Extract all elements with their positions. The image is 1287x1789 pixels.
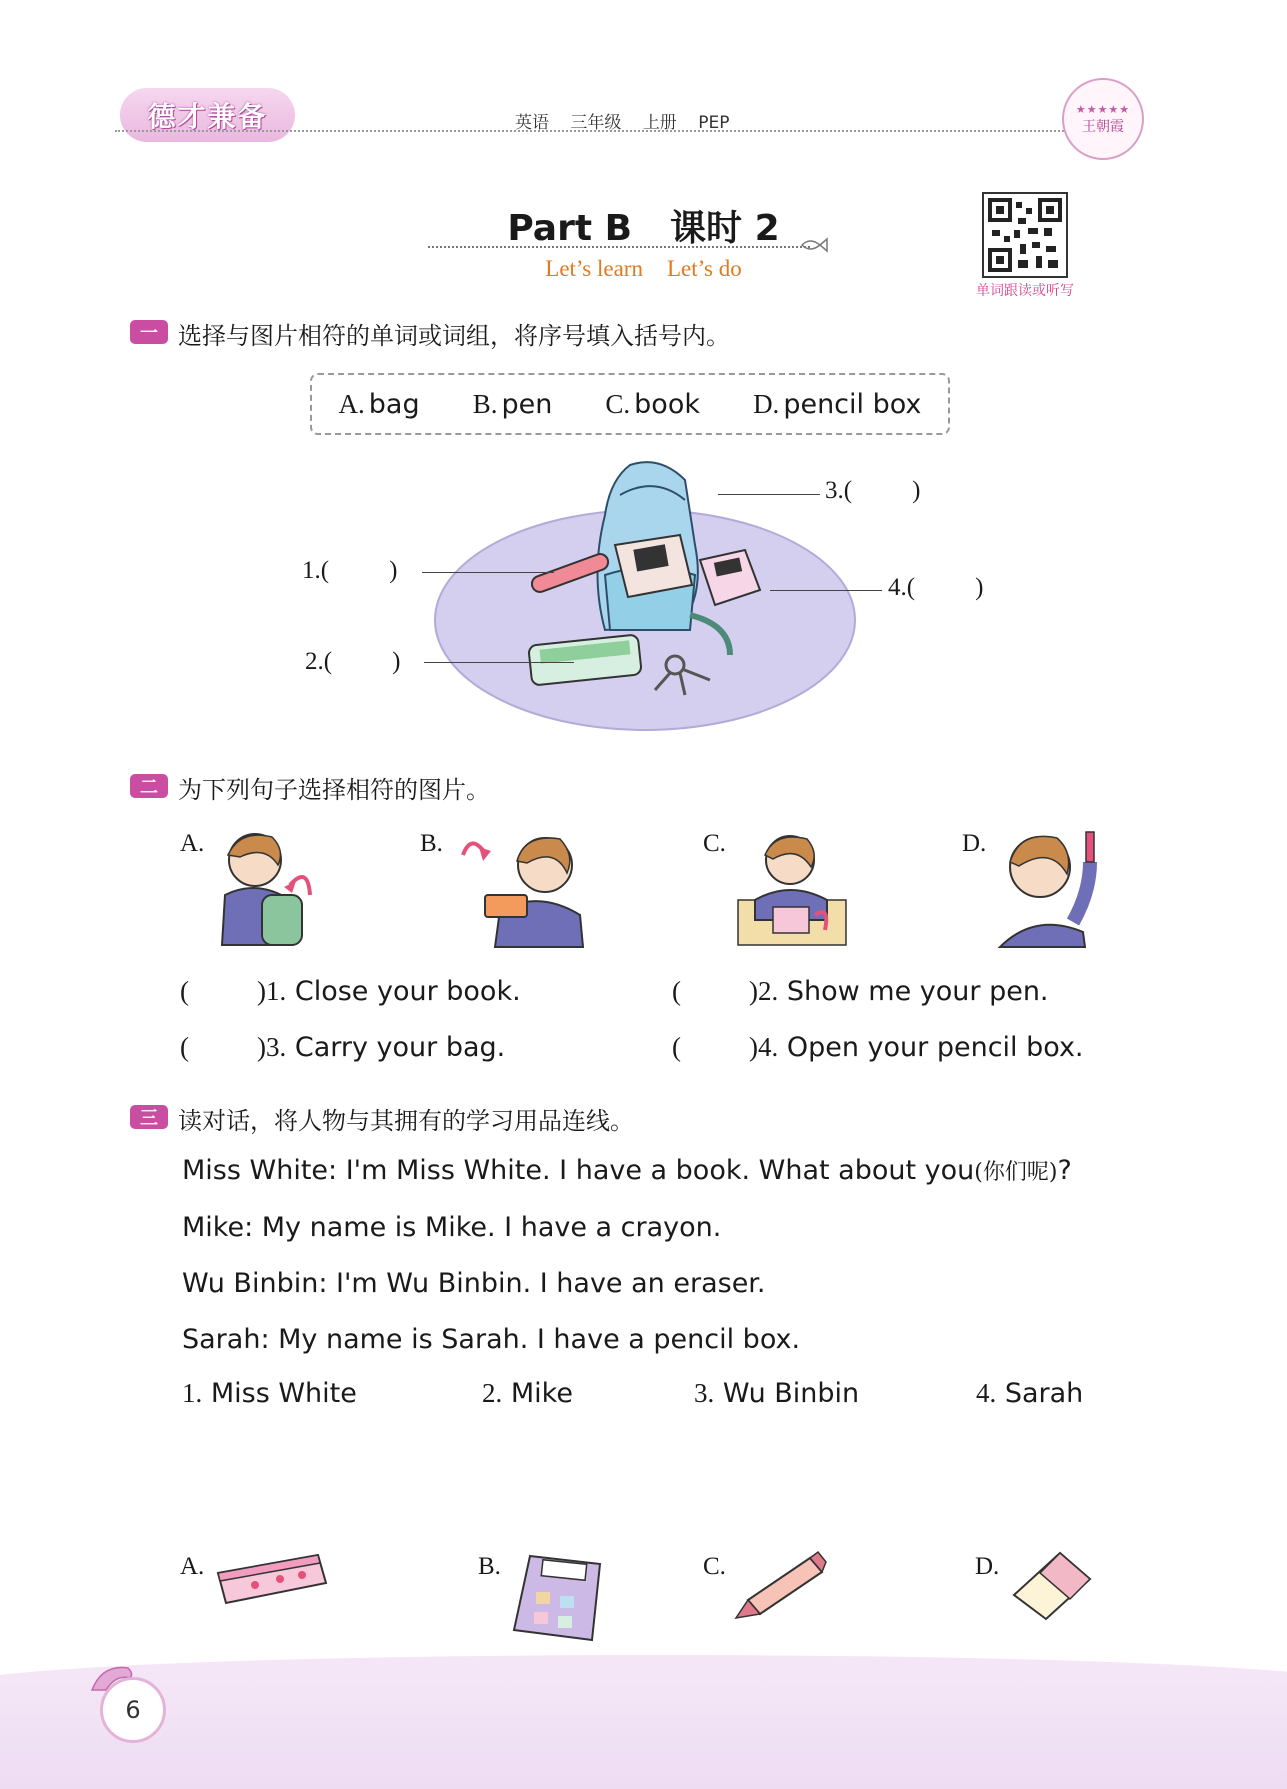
- section-1-tag: 一: [130, 320, 168, 344]
- option-c: C. book: [605, 388, 700, 420]
- crayon-icon: [730, 1548, 830, 1620]
- section-3-instruction: 读对话，将人物与其拥有的学习用品连线。: [178, 1107, 634, 1135]
- option-b: B. pen: [472, 388, 553, 420]
- course-subject: 英语: [515, 113, 549, 133]
- title-divider: [428, 246, 810, 248]
- kid-open-pencil-box-picture: [455, 825, 590, 950]
- sentence-3[interactable]: ( )3. Carry your bag.: [180, 1032, 506, 1063]
- course-grade: 三年级: [570, 113, 622, 133]
- page-title: [0, 200, 1287, 251]
- sentence-4[interactable]: ( )4. Open your pencil box.: [672, 1032, 1084, 1063]
- star-icon: ★★★★★: [1075, 102, 1131, 116]
- header-divider: [115, 130, 1075, 132]
- subtitle-do: Let’s do: [666, 256, 742, 281]
- book-icon: [615, 535, 692, 597]
- dialog-line-3: Wu Binbin: I'm Wu Binbin. I have an eraser.: [182, 1268, 766, 1299]
- author-badge: [1062, 78, 1144, 160]
- footer-band: [0, 1678, 1287, 1789]
- blank-4[interactable]: 4.( ): [888, 574, 984, 601]
- person-3[interactable]: 3. Wu Binbin: [694, 1378, 860, 1409]
- kid-carry-bag-picture: [210, 825, 325, 950]
- sentence-2[interactable]: ( )2. Show me your pen.: [672, 976, 1049, 1007]
- section-3-tag: 三: [130, 1105, 168, 1129]
- kid-close-book-picture: [735, 825, 850, 950]
- blank-2[interactable]: 2.( ): [305, 648, 401, 675]
- item-label-a[interactable]: A.: [180, 1553, 205, 1580]
- person-2[interactable]: 2. Mike: [482, 1378, 573, 1409]
- item-label-b[interactable]: B.: [478, 1553, 501, 1580]
- leader-line-2: [424, 662, 574, 663]
- dialog-line-4: Sarah: My name is Sarah. I have a pencil box.: [182, 1324, 801, 1355]
- section-1-instruction: 选择与图片相符的单词或词组，将序号填入括号内。: [178, 322, 730, 350]
- item-label-d[interactable]: D.: [975, 1553, 1000, 1580]
- picture-label-d: D.: [962, 830, 987, 857]
- leader-line-3: [718, 494, 820, 495]
- picture-label-b: B.: [420, 830, 443, 857]
- title-part: Part B: [507, 208, 633, 249]
- school-bag-illustration: [430, 455, 870, 735]
- section-2-instruction: 为下列句子选择相符的图片。: [178, 776, 490, 804]
- blank-3[interactable]: 3.( ): [825, 477, 921, 504]
- book-icon: [508, 1548, 613, 1644]
- fish-icon: [800, 236, 828, 254]
- person-4[interactable]: 4. Sarah: [976, 1378, 1084, 1409]
- brand-logo: 德才兼备: [120, 88, 295, 142]
- picture-label-a: A.: [180, 830, 205, 857]
- dialog-line-1: Miss White: I'm Miss White. I have a book. What about you(你们呢)?: [182, 1155, 1072, 1186]
- dialog-line-2: Mike: My name is Mike. I have a crayon.: [182, 1212, 722, 1243]
- kid-show-pen-picture: [995, 822, 1110, 950]
- item-label-c[interactable]: C.: [703, 1553, 726, 1580]
- option-d: D. pencil box: [753, 388, 922, 420]
- person-1[interactable]: 1. Miss White: [182, 1378, 357, 1409]
- sentence-1[interactable]: ( )1. Close your book.: [180, 976, 521, 1007]
- badge-label: 王朝霞: [1082, 118, 1124, 135]
- pencil-box-icon: [210, 1543, 330, 1613]
- qr-caption: 单词跟读或听写: [976, 283, 1074, 299]
- leader-line-4: [770, 590, 882, 591]
- blank-1[interactable]: 1.( ): [302, 557, 398, 584]
- course-edition: PEP: [698, 113, 730, 133]
- page-number: 6: [100, 1677, 166, 1743]
- leader-line-1: [422, 572, 554, 573]
- section-2-tag: 二: [130, 774, 168, 798]
- qr-code-icon[interactable]: [982, 192, 1068, 278]
- picture-label-c: C.: [703, 830, 726, 857]
- course-volume: 上册: [642, 113, 677, 133]
- subtitle-learn: Let’s learn: [545, 256, 643, 281]
- eraser-icon: [1008, 1543, 1096, 1625]
- option-a: A. bag: [338, 388, 420, 420]
- word-options-box: [310, 373, 950, 435]
- title-lesson: 课时 2: [670, 208, 780, 249]
- page-subtitle: [0, 256, 1287, 282]
